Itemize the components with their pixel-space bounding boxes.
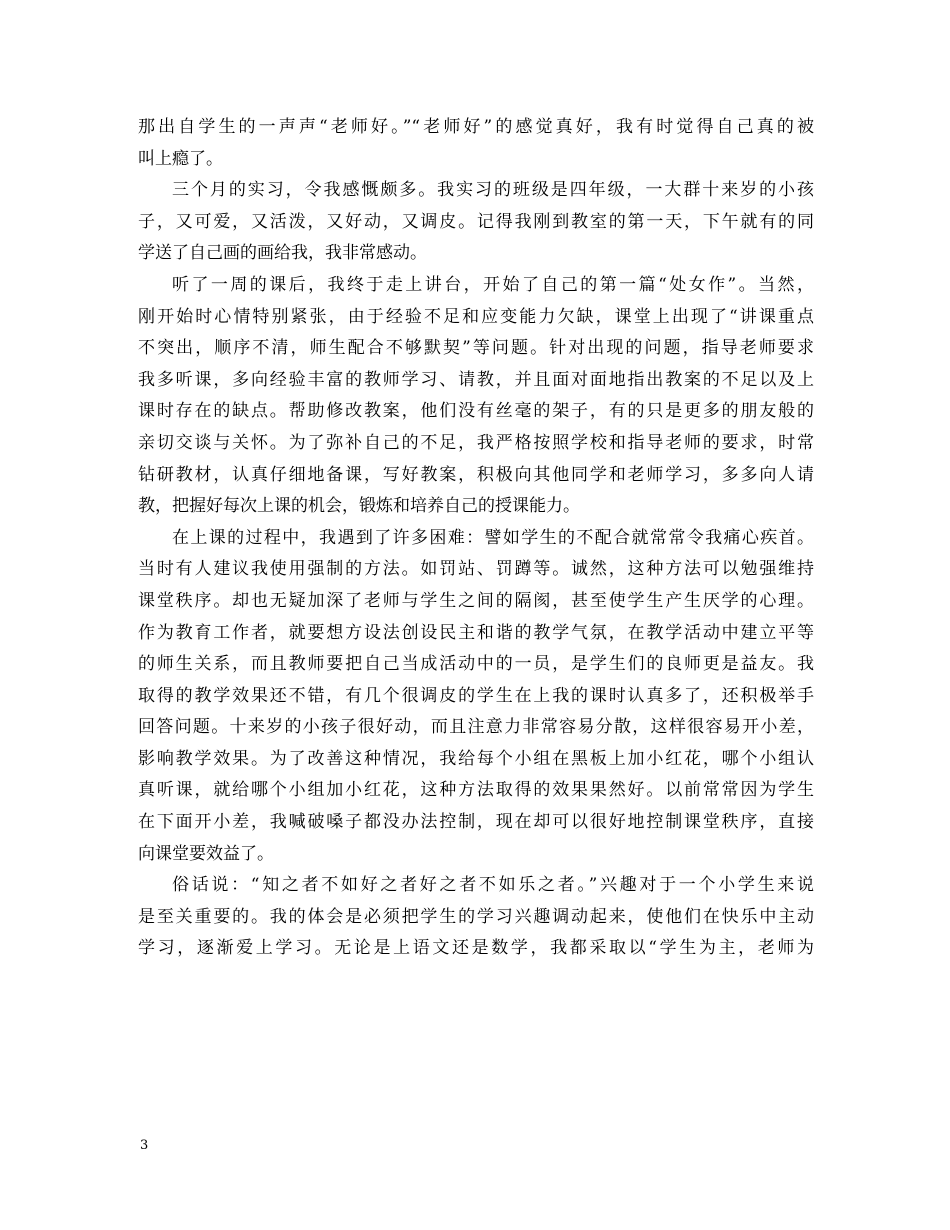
text-line: 真听课，就给哪个小组加小红花，这种方法取得的效果果然好。以前常常因为学生: [138, 780, 814, 801]
paragraph: [138, 112, 814, 175]
text-line: 是至关重要的。我的体会是必须把学生的学习兴趣调动起来，使他们在快乐中主动: [138, 906, 814, 927]
text-line: 取得的教学效果还不错，有几个很调皮的学生在上我的课时认真多了，还积极举手: [138, 685, 814, 706]
text-line: 在下面开小差，我喊破嗓子都没办法控制，现在却可以很好地控制课堂秩序，直接: [138, 812, 814, 833]
text-line: 课堂秩序。却也无疑加深了老师与学生之间的隔阂，甚至使学生产生厌学的心理。: [138, 590, 814, 611]
text-line: 当时有人建议我使用强制的方法。如罚站、罚蹲等。诚然，这种方法可以勉强维持: [138, 559, 814, 580]
page-number: 3: [140, 1138, 149, 1153]
paragraph: [138, 870, 814, 965]
text-line: 叫上瘾了。: [138, 148, 223, 169]
text-line: 刚开始时心情特别紧张，由于经验不足和应变能力欠缺，课堂上出现了“讲课重点: [138, 306, 814, 327]
text-line: 钻研教材，认真仔细地备课，写好教案，积极向其他同学和老师学习，多多向人请: [138, 464, 814, 485]
paragraph: [138, 175, 814, 270]
text-line: 我多听课，多向经验丰富的教师学习、请教，并且面对面地指出教案的不足以及上: [138, 369, 814, 390]
text-line: 学送了自己画的画给我，我非常感动。: [138, 243, 427, 264]
body-text: [138, 112, 814, 965]
text-line: 子，又可爱，又活泼，又好动，又调皮。记得我刚到教室的第一天，下午就有的同: [138, 211, 814, 232]
text-line: 回答问题。十来岁的小孩子很好动，而且注意力非常容易分散，这样很容易开小差，: [138, 717, 814, 738]
paragraph: [138, 270, 814, 523]
text-line: 在上课的过程中，我遇到了许多困难：譬如学生的不配合就常常令我痛心疾首。: [172, 527, 814, 548]
text-line: 向课堂要效益了。: [138, 843, 274, 864]
text-line: 听了一周的课后，我终于走上讲台，开始了自己的第一篇“处女作”。当然，: [172, 274, 814, 295]
text-line: 课时存在的缺点。帮助修改教案，他们没有丝毫的架子，有的只是更多的朋友般的: [138, 401, 814, 422]
text-line: 学习，逐渐爱上学习。无论是上语文还是数学，我都采取以“学生为主，老师为: [138, 938, 814, 959]
paragraph: [138, 523, 814, 871]
text-line: 的师生关系，而且教师要把自己当成活动中的一员，是学生们的良师更是益友。我: [138, 654, 814, 675]
text-line: 亲切交谈与关怀。为了弥补自己的不足，我严格按照学校和指导老师的要求，时常: [138, 432, 814, 453]
text-line: 影响教学效果。为了改善这种情况，我给每个小组在黑板上加小红花，哪个小组认: [138, 748, 814, 769]
text-line: 不突出，顺序不清，师生配合不够默契”等问题。针对出现的问题，指导老师要求: [138, 338, 814, 359]
text-line: 作为教育工作者，就要想方设法创设民主和谐的教学气氛，在教学活动中建立平等: [138, 622, 814, 643]
text-line: 那出自学生的一声声“老师好。”“老师好”的感觉真好，我有时觉得自己真的被: [138, 117, 814, 137]
text-line: 教，把握好每次上课的机会，锻炼和培养自己的授课能力。: [138, 496, 580, 517]
text-line: 俗话说：“知之者不如好之者好之者不如乐之者。”兴趣对于一个小学生来说: [172, 875, 814, 896]
text-line: 三个月的实习，令我感慨颇多。我实习的班级是四年级，一大群十来岁的小孩: [172, 180, 814, 201]
